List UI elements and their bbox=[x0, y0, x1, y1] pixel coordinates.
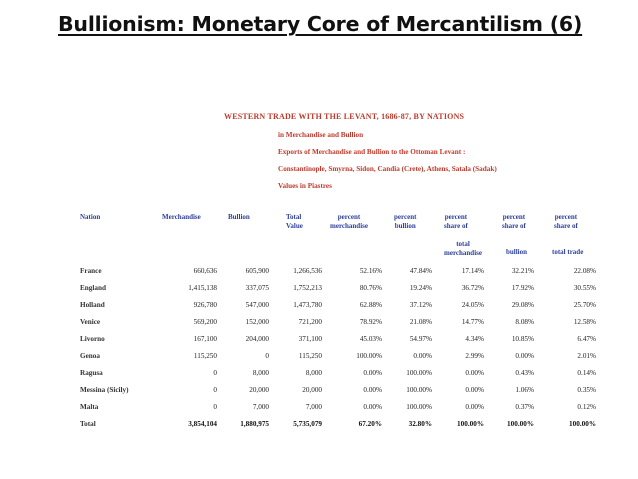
table-cell-share-merch: 14.77% bbox=[461, 318, 484, 326]
subhead-bullion: bullion bbox=[506, 248, 528, 256]
table-subtitle-3: Constantinople, Smyrna, Sidon, Candia (Crete), Athens, Satala (Sadak) bbox=[278, 165, 497, 173]
col-head-share-bullion bbox=[502, 213, 526, 230]
table-cell-total: 371,100 bbox=[298, 335, 322, 343]
col-head-share-total-line1: percent bbox=[554, 213, 578, 221]
table-row-label: Genoa bbox=[80, 352, 100, 360]
table-cell-merchandise: 3,854,104 bbox=[188, 420, 217, 428]
table-cell-share-merch: 0.00% bbox=[465, 386, 484, 394]
col-head-share-bullion-line2: share of bbox=[502, 221, 526, 230]
table-cell-share-bullion: 0.43% bbox=[515, 369, 534, 377]
table-cell-pct-bullion: 32.80% bbox=[408, 420, 432, 428]
table-cell-share-bullion: 8.08% bbox=[515, 318, 534, 326]
table-cell-bullion: 8,000 bbox=[252, 369, 269, 377]
table-cell-pct-bullion: 100.00% bbox=[406, 386, 432, 394]
col-head-share-total-line2: share of bbox=[554, 221, 578, 230]
table-cell-share-merch: 0.00% bbox=[465, 369, 484, 377]
table-cell-merchandise: 1,415,138 bbox=[188, 284, 217, 292]
levant-trade-table bbox=[78, 100, 608, 440]
table-cell-share-bullion: 100.00% bbox=[507, 420, 534, 428]
table-cell-merchandise: 926,780 bbox=[193, 301, 217, 309]
col-head-pct-merch-line2: merchandise bbox=[330, 221, 368, 230]
col-head-share-bullion-line1: percent bbox=[502, 213, 526, 221]
col-head-pct-bullion-line2: bullion bbox=[394, 221, 416, 230]
table-row-label: Total bbox=[80, 420, 96, 428]
table-subtitle-1: in Merchandise and Bullion bbox=[278, 131, 364, 139]
table-cell-pct-merch: 62.88% bbox=[359, 301, 382, 309]
table-cell-bullion: 337,075 bbox=[245, 284, 269, 292]
table-cell-pct-bullion: 37.12% bbox=[409, 301, 432, 309]
table-cell-share-total: 25.70% bbox=[573, 301, 596, 309]
table-cell-pct-bullion: 100.00% bbox=[406, 369, 432, 377]
table-cell-share-merch: 36.72% bbox=[461, 284, 484, 292]
table-cell-share-bullion: 10.85% bbox=[511, 335, 534, 343]
col-head-pct-merch-line1: percent bbox=[337, 213, 361, 221]
table-cell-share-total: 2.01% bbox=[577, 352, 596, 360]
table-cell-merchandise: 660,636 bbox=[193, 267, 217, 275]
table-cell-share-total: 0.14% bbox=[577, 369, 596, 377]
table-cell-total: 8,000 bbox=[305, 369, 322, 377]
table-row-label: Livorno bbox=[80, 335, 105, 343]
table-cell-pct-merch: 100.00% bbox=[356, 352, 382, 360]
table-cell-bullion: 20,000 bbox=[249, 386, 269, 394]
table-cell-pct-bullion: 47.84% bbox=[409, 267, 432, 275]
table-cell-pct-merch: 0.00% bbox=[363, 403, 382, 411]
table-cell-share-total: 22.08% bbox=[573, 267, 596, 275]
table-cell-pct-bullion: 19.24% bbox=[409, 284, 432, 292]
col-head-total bbox=[286, 213, 303, 230]
table-cell-merchandise: 115,250 bbox=[193, 352, 217, 360]
table-cell-share-bullion: 0.00% bbox=[515, 352, 534, 360]
col-head-total-line1: Total bbox=[286, 213, 302, 221]
col-head-total-line2: Value bbox=[286, 221, 303, 230]
table-row-label: Holland bbox=[80, 301, 105, 309]
table-subtitle-2: Exports of Merchandise and Bullion to the Ottoman Levant : bbox=[278, 148, 466, 156]
table-cell-merchandise: 0 bbox=[213, 403, 217, 411]
table-cell-pct-merch: 80.76% bbox=[359, 284, 382, 292]
table-cell-share-merch: 0.00% bbox=[465, 403, 484, 411]
table-cell-share-total: 0.12% bbox=[577, 403, 596, 411]
table-cell-pct-merch: 45.03% bbox=[359, 335, 382, 343]
col-head-nation: Nation bbox=[80, 213, 101, 221]
col-head-pct-merch bbox=[330, 213, 368, 230]
table-cell-share-bullion: 32.21% bbox=[511, 267, 534, 275]
subhead-total-merchandise bbox=[444, 240, 482, 257]
table-cell-total: 1,266,536 bbox=[293, 267, 322, 275]
table-cell-total: 115,250 bbox=[298, 352, 322, 360]
table-cell-share-merch: 17.14% bbox=[461, 267, 484, 275]
col-head-share-merch-line1: percent bbox=[444, 213, 468, 221]
table-cell-bullion: 7,000 bbox=[252, 403, 269, 411]
col-head-bullion: Bullion bbox=[228, 213, 250, 221]
table-cell-merchandise: 0 bbox=[213, 369, 217, 377]
table-row-label: France bbox=[80, 267, 102, 275]
table-cell-bullion: 204,000 bbox=[245, 335, 269, 343]
col-head-share-merch-line2: share of bbox=[444, 221, 468, 230]
table-cell-merchandise: 167,100 bbox=[193, 335, 217, 343]
table-cell-bullion: 547,000 bbox=[245, 301, 269, 309]
table-cell-share-bullion: 17.92% bbox=[511, 284, 534, 292]
table-cell-share-merch: 2.99% bbox=[465, 352, 484, 360]
col-head-pct-bullion bbox=[394, 213, 416, 230]
col-head-share-merch bbox=[444, 213, 468, 230]
table-cell-total: 7,000 bbox=[305, 403, 322, 411]
table-row-label: Ragusa bbox=[80, 369, 103, 377]
table-cell-share-merch: 24.05% bbox=[461, 301, 484, 309]
table-cell-pct-bullion: 21.08% bbox=[409, 318, 432, 326]
table-cell-share-total: 30.55% bbox=[573, 284, 596, 292]
table-cell-pct-merch: 67.20% bbox=[358, 420, 382, 428]
table-cell-share-total: 6.47% bbox=[577, 335, 596, 343]
table-cell-pct-bullion: 0.00% bbox=[413, 352, 432, 360]
table-cell-share-merch: 4.34% bbox=[465, 335, 484, 343]
subhead-total-trade: total trade bbox=[552, 248, 584, 256]
table-cell-share-total: 100.00% bbox=[569, 420, 596, 428]
col-head-pct-bullion-line1: percent bbox=[394, 213, 417, 221]
table-cell-total: 721,200 bbox=[298, 318, 322, 326]
table-cell-pct-merch: 0.00% bbox=[363, 386, 382, 394]
table-cell-bullion: 0 bbox=[265, 352, 269, 360]
table-cell-pct-bullion: 54.97% bbox=[409, 335, 432, 343]
table-cell-pct-merch: 0.00% bbox=[363, 369, 382, 377]
table-cell-total: 5,735,079 bbox=[293, 420, 322, 428]
col-head-merchandise: Merchandise bbox=[162, 213, 201, 221]
table-cell-pct-merch: 52.16% bbox=[359, 267, 382, 275]
table-subtitle-4: Values in Piastres bbox=[278, 182, 332, 190]
table-title: WESTERN TRADE WITH THE LEVANT, 1686-87, BY NATIONS bbox=[224, 112, 465, 121]
slide-title: Bullionism: Monetary Core of Mercantilism (6) bbox=[58, 12, 583, 36]
table-cell-bullion: 605,900 bbox=[245, 267, 269, 275]
table-row-label: Messina (Sicily) bbox=[80, 386, 129, 394]
table-cell-share-total: 12.58% bbox=[573, 318, 596, 326]
table-cell-merchandise: 0 bbox=[213, 386, 217, 394]
table-cell-total: 1,752,213 bbox=[293, 284, 322, 292]
table-cell-share-merch: 100.00% bbox=[457, 420, 484, 428]
table-cell-total: 20,000 bbox=[302, 386, 322, 394]
subhead-total-merchandise-line2: merchandise bbox=[444, 248, 482, 257]
table-cell-share-bullion: 29.08% bbox=[511, 301, 534, 309]
subhead-total-merchandise-line1: total bbox=[456, 240, 470, 248]
table-cell-bullion: 1,880,975 bbox=[240, 420, 269, 428]
table-cell-total: 1,473,780 bbox=[293, 301, 322, 309]
table-cell-bullion: 152,000 bbox=[245, 318, 269, 326]
table-cell-share-bullion: 1.06% bbox=[515, 386, 534, 394]
table-cell-merchandise: 569,200 bbox=[193, 318, 217, 326]
table-row-label: England bbox=[80, 284, 106, 292]
table-row-label: Malta bbox=[80, 403, 99, 411]
table-cell-pct-merch: 78.92% bbox=[359, 318, 382, 326]
col-head-share-total bbox=[554, 213, 578, 230]
table-cell-share-bullion: 0.37% bbox=[515, 403, 534, 411]
table-cell-share-total: 0.35% bbox=[577, 386, 596, 394]
table-row-label: Venice bbox=[80, 318, 101, 326]
table-cell-pct-bullion: 100.00% bbox=[406, 403, 432, 411]
